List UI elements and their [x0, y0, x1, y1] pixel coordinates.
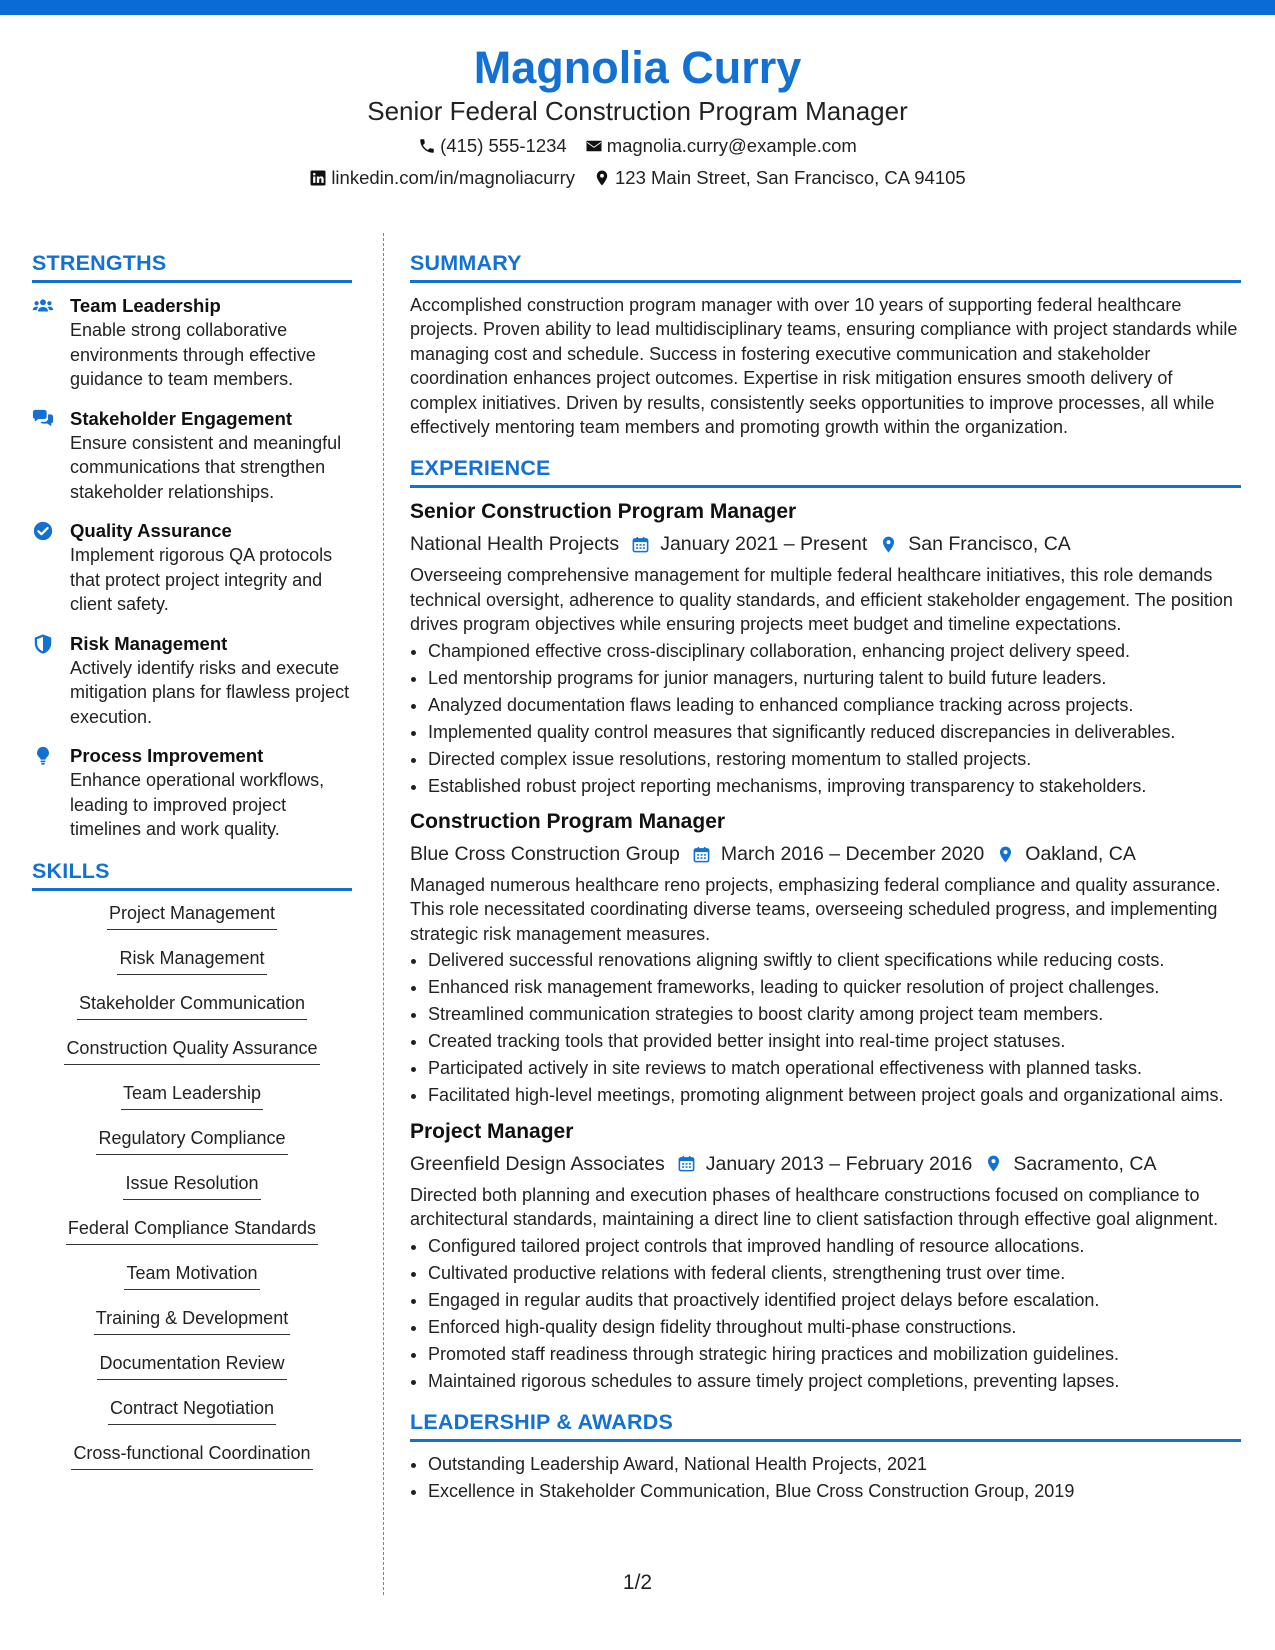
lightbulb-icon [32, 745, 54, 767]
job-location: Sacramento, CA [1013, 1152, 1157, 1175]
list-item: • Created tracking tools that provided better insight into real-time project statuses. [428, 1029, 1241, 1053]
list-item: • Delivered successful renovations aligning swiftly to client specifications while reducing costs. [428, 948, 1241, 972]
skill-tag: Contract Negotiation [108, 1396, 276, 1425]
contact-row-2 [0, 166, 1275, 190]
list-item: • Cultivated productive relations with federal clients, strengthening trust over time. [428, 1261, 1241, 1285]
list-item: • Engaged in regular audits that proactively identified project delays before escalation. [428, 1288, 1241, 1312]
strength-name: Stakeholder Engagement [70, 407, 293, 429]
strength-item [32, 743, 352, 842]
list-item: • Streamlined communication strategies to boost clarity among project team members. [428, 1002, 1241, 1026]
list-item: • Excellence in Stakeholder Communication, Blue Cross Construction Group, 2019 [428, 1479, 1241, 1503]
phone-icon [418, 137, 436, 155]
phone-contact [418, 134, 567, 158]
skill-tag: Issue Resolution [123, 1171, 260, 1200]
calendar-icon [677, 1154, 696, 1173]
left-column [32, 250, 352, 1486]
map-pin-icon [593, 169, 611, 187]
email-contact[interactable] [585, 134, 857, 158]
list-item: • Established robust project reporting mechanisms, improving transparency to stakeholders. [428, 774, 1241, 798]
job-description: Overseeing comprehensive management for multiple federal healthcare initiatives, this role demands technical oversight, adherence to quality standards, and efficient stakeholder engagement. The position drives program objectives while ensuring projects meet budget and timeline expectations. [410, 565, 1233, 635]
strength-desc: Implement rigorous QA protocols that protect project integrity and client safety. [70, 545, 333, 614]
skill-tag: Project Management [107, 901, 277, 930]
job-dates: January 2013 – February 2016 [705, 1152, 973, 1175]
skill-tag: Team Motivation [124, 1261, 259, 1290]
skill-tag: Training & Development [94, 1306, 290, 1335]
job-entry [410, 1118, 1241, 1393]
job-entry [410, 808, 1241, 1108]
list-item: • Participated actively in site reviews to match operational effectiveness with planned tasks. [428, 1056, 1241, 1080]
job-description: Directed both planning and execution phases of healthcare constructions focused on compliance to architectural standards, maintaining a direct line to client satisfaction through effective goal alignment. [410, 1184, 1219, 1230]
strength-item [32, 406, 352, 505]
linkedin-icon [309, 169, 327, 187]
summary-heading: SUMMARY [410, 250, 1241, 283]
job-company: National Health Projects [410, 533, 620, 556]
list-item: • Outstanding Leadership Award, National Health Projects, 2021 [428, 1452, 1241, 1476]
job-company: Greenfield Design Associates [410, 1152, 665, 1175]
candidate-name: Magnolia Curry [473, 42, 802, 93]
job-meta [410, 839, 1241, 869]
skill-tag: Federal Compliance Standards [66, 1216, 318, 1245]
list-item: • Enforced high-quality design fidelity throughout multi-phase constructions. [428, 1315, 1241, 1339]
skills-list [32, 901, 352, 1486]
shield-icon [32, 633, 54, 655]
linkedin-contact[interactable] [309, 166, 575, 190]
job-title: Project Manager [410, 1119, 574, 1143]
top-accent-bar [0, 0, 1275, 15]
envelope-icon [585, 137, 603, 155]
job-location: Oakland, CA [1025, 843, 1136, 866]
map-pin-icon [984, 1154, 1003, 1173]
strength-desc: Actively identify risks and execute mitigation plans for flawless project execution. [70, 657, 350, 727]
skill-tag: Risk Management [117, 946, 266, 975]
candidate-title: Senior Federal Construction Program Manager [367, 96, 908, 126]
right-column [410, 250, 1241, 1506]
linkedin-text[interactable]: linkedin.com/in/magnoliacurry [331, 167, 576, 188]
awards-list [410, 1452, 1241, 1503]
skill-tag: Construction Quality Assurance [64, 1036, 319, 1065]
job-company: Blue Cross Construction Group [410, 843, 680, 866]
strength-name: Quality Assurance [70, 520, 232, 541]
phone-text: (415) 555-1234 [440, 135, 567, 156]
calendar-icon [692, 845, 711, 864]
job-meta [410, 529, 1241, 559]
awards-heading: LEADERSHIP & AWARDS [410, 1409, 1241, 1442]
list-item: • Analyzed documentation flaws leading to enhanced compliance tracking across projects. [428, 693, 1241, 717]
list-item: • Led mentorship programs for junior managers, nurturing talent to build future leaders. [428, 666, 1241, 690]
resume-header [0, 40, 1275, 190]
list-item: • Enhanced risk management frameworks, leading to quicker resolution of project challenges. [428, 975, 1241, 999]
strength-name: Team Leadership [70, 295, 221, 316]
experience-heading: EXPERIENCE [410, 455, 1241, 488]
job-location: San Francisco, CA [908, 533, 1071, 556]
skill-tag: Team Leadership [121, 1081, 263, 1110]
map-pin-icon [996, 845, 1015, 864]
list-item: • Promoted staff readiness through strategic hiring practices and mobilization guidelines. [428, 1342, 1241, 1366]
list-item: • Configured tailored project controls that improved handling of resource allocations. [428, 1234, 1241, 1258]
job-description: Managed numerous healthcare reno projects, emphasizing federal compliance and quality assurance. This role necessitated coordinating diverse teams, overseeing scheduled progress, and implementing strategic risk management measures. [410, 875, 1221, 944]
list-item: • Maintained rigorous schedules to assure timely project completions, preventing lapses. [428, 1369, 1241, 1393]
strengths-heading: STRENGTHS [32, 250, 352, 283]
skill-tag: Cross-functional Coordination [71, 1441, 312, 1470]
address-contact [593, 166, 966, 190]
strength-name: Risk Management [70, 632, 228, 654]
map-pin-icon [879, 535, 898, 554]
page-number: 1/2 [622, 1571, 653, 1594]
job-meta [410, 1149, 1241, 1179]
list-item: • Facilitated high-level meetings, promoting alignment between project goals and organizational aims. [428, 1083, 1241, 1107]
strength-name: Process Improvement [70, 745, 264, 766]
list-item: • Championed effective cross-disciplinary collaboration, enhancing project delivery speed. [428, 639, 1241, 663]
email-text[interactable]: magnolia.curry@example.com [606, 135, 857, 156]
job-bullets [410, 639, 1241, 798]
skill-tag: Regulatory Compliance [96, 1126, 287, 1155]
job-bullets [410, 948, 1241, 1107]
strength-desc: Ensure consistent and meaningful communications that strengthen stakeholder relationships. [70, 432, 342, 502]
job-bullets [410, 1234, 1241, 1393]
job-dates: March 2016 – December 2020 [720, 843, 985, 866]
strength-desc: Enable strong collaborative environments through effective guidance to team members. [70, 320, 316, 389]
skill-tag: Stakeholder Communication [77, 991, 307, 1020]
job-dates: January 2021 – Present [660, 533, 868, 556]
strength-desc: Enhance operational workflows, leading to improved project timelines and work quality. [70, 770, 325, 839]
strength-item [32, 631, 352, 730]
skills-heading: SKILLS [32, 858, 352, 891]
list-item: • Directed complex issue resolutions, restoring momentum to stalled projects. [428, 747, 1241, 771]
users-icon [32, 295, 54, 317]
address-text: 123 Main Street, San Francisco, CA 94105 [615, 167, 966, 188]
contact-row-1 [0, 134, 1275, 158]
check-circle-icon [32, 520, 54, 542]
list-item: • Implemented quality control measures that significantly reduced discrepancies in deliverables. [428, 720, 1241, 744]
comments-icon [32, 408, 54, 430]
summary-text: Accomplished construction program manager with over 10 years of supporting federal healthcare projects. Proven ability to lead multidisciplinary teams, ensuring compliance with project standards while managing cost and schedule. Success in fostering executive communication and stakeholder coordination enhances project outcomes. Expertise in risk mitigation ensures smooth delivery of complex initiatives. Driven by results, consistently seeks opportunities to improve processes, all while effectively mentoring team members and promoting growth within the organization. [410, 295, 1238, 438]
job-title: Senior Construction Program Manager [410, 500, 797, 524]
strength-item [32, 518, 352, 617]
job-title: Construction Program Manager [410, 810, 726, 834]
skill-tag: Documentation Review [97, 1351, 286, 1380]
strength-item [32, 293, 352, 392]
job-entry [410, 498, 1241, 798]
column-divider [383, 233, 384, 1595]
calendar-icon [631, 535, 650, 554]
